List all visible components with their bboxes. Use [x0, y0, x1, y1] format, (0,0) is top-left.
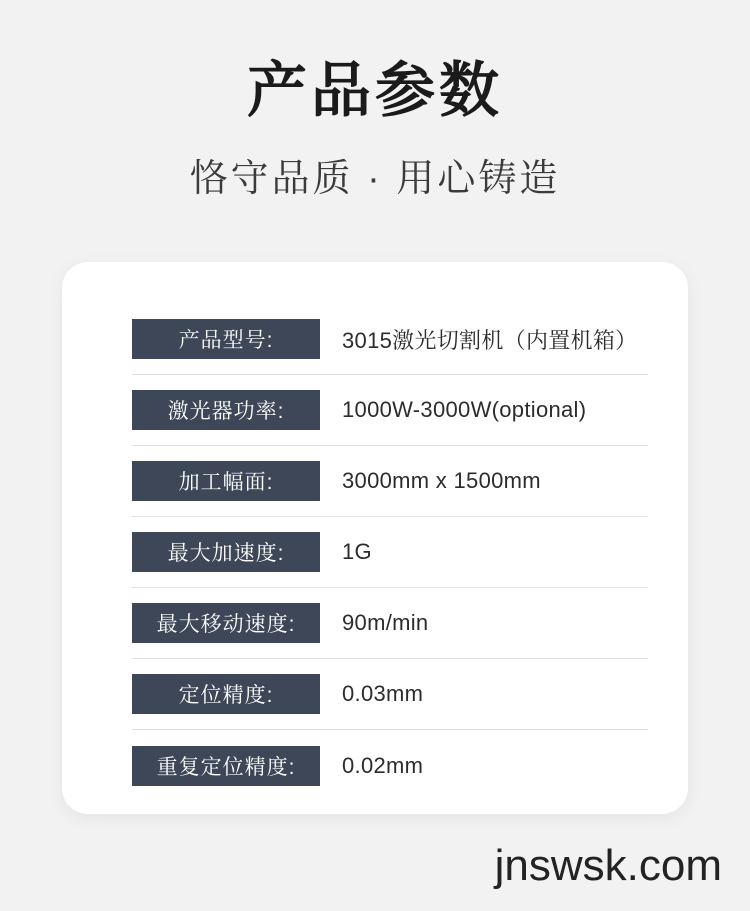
spec-label: 最大移动速度: [132, 603, 320, 643]
spec-label: 加工幅面: [132, 461, 320, 501]
table-row [132, 588, 648, 659]
spec-value: 1G [342, 539, 372, 564]
table-row [132, 446, 648, 517]
spec-value: 0.02mm [342, 752, 424, 778]
table-row [132, 517, 648, 588]
table-row [132, 375, 648, 446]
spec-label: 最大加速度: [132, 532, 320, 572]
spec-card [62, 262, 688, 814]
table-row [132, 730, 648, 801]
page-title: 产品参数 [247, 57, 503, 124]
spec-value: 0.03mm [342, 681, 424, 706]
spec-label: 激光器功率: [132, 390, 320, 430]
spec-label: 产品型号: [132, 319, 320, 359]
spec-value: 1000W-3000W(optional) [342, 397, 587, 422]
table-row [132, 659, 648, 730]
spec-label: 重复定位精度: [132, 746, 320, 786]
page-subtitle: 恪守品质 · 用心铸造 [189, 158, 561, 200]
site-watermark: jnswsk.com [494, 841, 722, 890]
spec-label: 定位精度: [132, 674, 320, 714]
page-header [0, 0, 750, 202]
spec-value: 3000mm x 1500mm [342, 468, 541, 493]
spec-value: 90m/min [342, 610, 429, 635]
table-row [132, 304, 648, 375]
spec-value: 3015激光切割机（内置机箱） [342, 327, 638, 353]
spec-table [132, 304, 648, 801]
